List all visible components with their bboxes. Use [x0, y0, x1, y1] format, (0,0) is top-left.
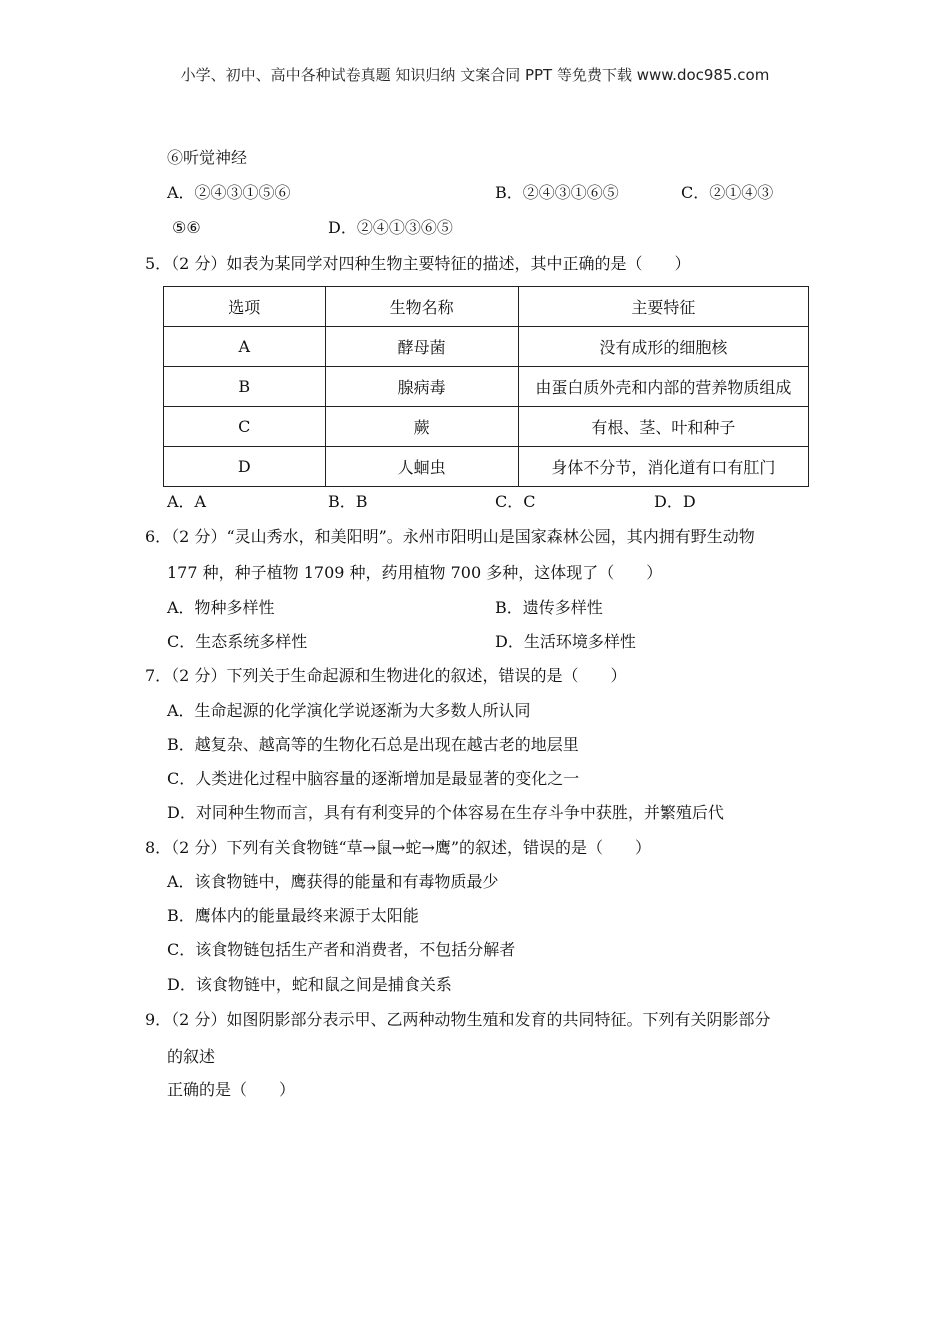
q4-option-c[interactable]: C．②①④③	[681, 183, 774, 202]
table-cell: 有根、茎、叶和种子	[518, 407, 808, 447]
table-row	[164, 407, 809, 447]
table-header-cell: 选项	[164, 287, 326, 327]
q6-stem-continued: 177 种，种子植物 1709 种，药用植物 700 多种，这体现了（ ）	[167, 563, 663, 582]
table-cell: 身体不分节，消化道有口有肛门	[518, 447, 808, 487]
table-header-cell: 主要特征	[518, 287, 808, 327]
table-cell: 由蛋白质外壳和内部的营养物质组成	[518, 367, 808, 407]
page-header: 小学、初中、高中各种试卷真题 知识归纳 文案合同 PPT 等免费下载 www.doc985.com	[180, 66, 770, 84]
q6-stem: 6．（2 分）“灵山秀水，和美阳明”。永州市阳明山是国家森林公园，其内拥有野生动物	[145, 527, 755, 546]
q6-option-c[interactable]: C．生态系统多样性	[167, 632, 308, 651]
q9-stem: 9．（2 分）如图阴影部分表示甲、乙两种动物生殖和发育的共同特征。下列有关阴影部分	[145, 1010, 771, 1029]
table-cell: 腺病毒	[325, 367, 518, 407]
q6-option-b[interactable]: B．遗传多样性	[495, 598, 603, 617]
q5-option-a[interactable]: A．A	[167, 492, 207, 511]
table-header-cell: 生物名称	[325, 287, 518, 327]
q7-stem: 7．（2 分）下列关于生命起源和生物进化的叙述，错误的是（ ）	[145, 666, 627, 685]
q8-option-a[interactable]: A．该食物链中，鹰获得的能量和有毒物质最少	[167, 872, 499, 891]
q7-option-b[interactable]: B．越复杂、越高等的生物化石总是出现在越古老的地层里	[167, 735, 579, 754]
q7-option-c[interactable]: C．人类进化过程中脑容量的逐渐增加是最显著的变化之一	[167, 769, 580, 788]
table-cell: B	[164, 367, 326, 407]
q5-option-c[interactable]: C．C	[495, 492, 536, 511]
table-row	[164, 327, 809, 367]
q6-option-a[interactable]: A．物种多样性	[167, 598, 275, 617]
q4-option-d[interactable]: D．②④①③⑥⑤	[328, 218, 453, 237]
table-cell: 蕨	[325, 407, 518, 447]
q9-stem-end: 正确的是（ ）	[167, 1080, 296, 1099]
q8-option-b[interactable]: B．鹰体内的能量最终来源于太阳能	[167, 906, 419, 925]
table-cell: 酵母菌	[325, 327, 518, 367]
q9-stem-continued: 的叙述	[167, 1047, 216, 1066]
q8-stem: 8．（2 分）下列有关食物链“草→鼠→蛇→鹰”的叙述，错误的是（ ）	[145, 838, 652, 857]
q7-option-a[interactable]: A．生命起源的化学演化学说逐渐为大多数人所认同	[167, 701, 531, 720]
q4-option-a[interactable]: A．②④③①⑤⑥	[167, 183, 291, 202]
q8-option-c[interactable]: C．该食物链包括生产者和消费者，不包括分解者	[167, 940, 516, 959]
q6-option-d[interactable]: D．生活环境多样性	[495, 632, 636, 651]
table-cell: C	[164, 407, 326, 447]
q5-option-d[interactable]: D．D	[654, 492, 696, 511]
table-row	[164, 447, 809, 487]
table-row	[164, 367, 809, 407]
q8-option-d[interactable]: D．该食物链中，蛇和鼠之间是捕食关系	[167, 975, 452, 994]
table-cell: A	[164, 327, 326, 367]
q4-option-b[interactable]: B．②④③①⑥⑤	[495, 183, 619, 202]
table-cell: 没有成形的细胞核	[518, 327, 808, 367]
q5-table	[163, 286, 809, 487]
table-cell: D	[164, 447, 326, 487]
q7-option-d[interactable]: D．对同种生物而言，具有有利变异的个体容易在生存斗争中获胜，并繁殖后代	[167, 803, 724, 822]
table-cell: 人蛔虫	[325, 447, 518, 487]
q5-option-b[interactable]: B．B	[328, 492, 368, 511]
q4-option-c-continued: ⑤⑥	[172, 218, 201, 237]
q5-stem: 5．（2 分）如表为某同学对四种生物主要特征的描述，其中正确的是（ ）	[145, 254, 691, 273]
q4-tail: ⑥听觉神经	[167, 148, 248, 167]
table-header-row	[164, 287, 809, 327]
